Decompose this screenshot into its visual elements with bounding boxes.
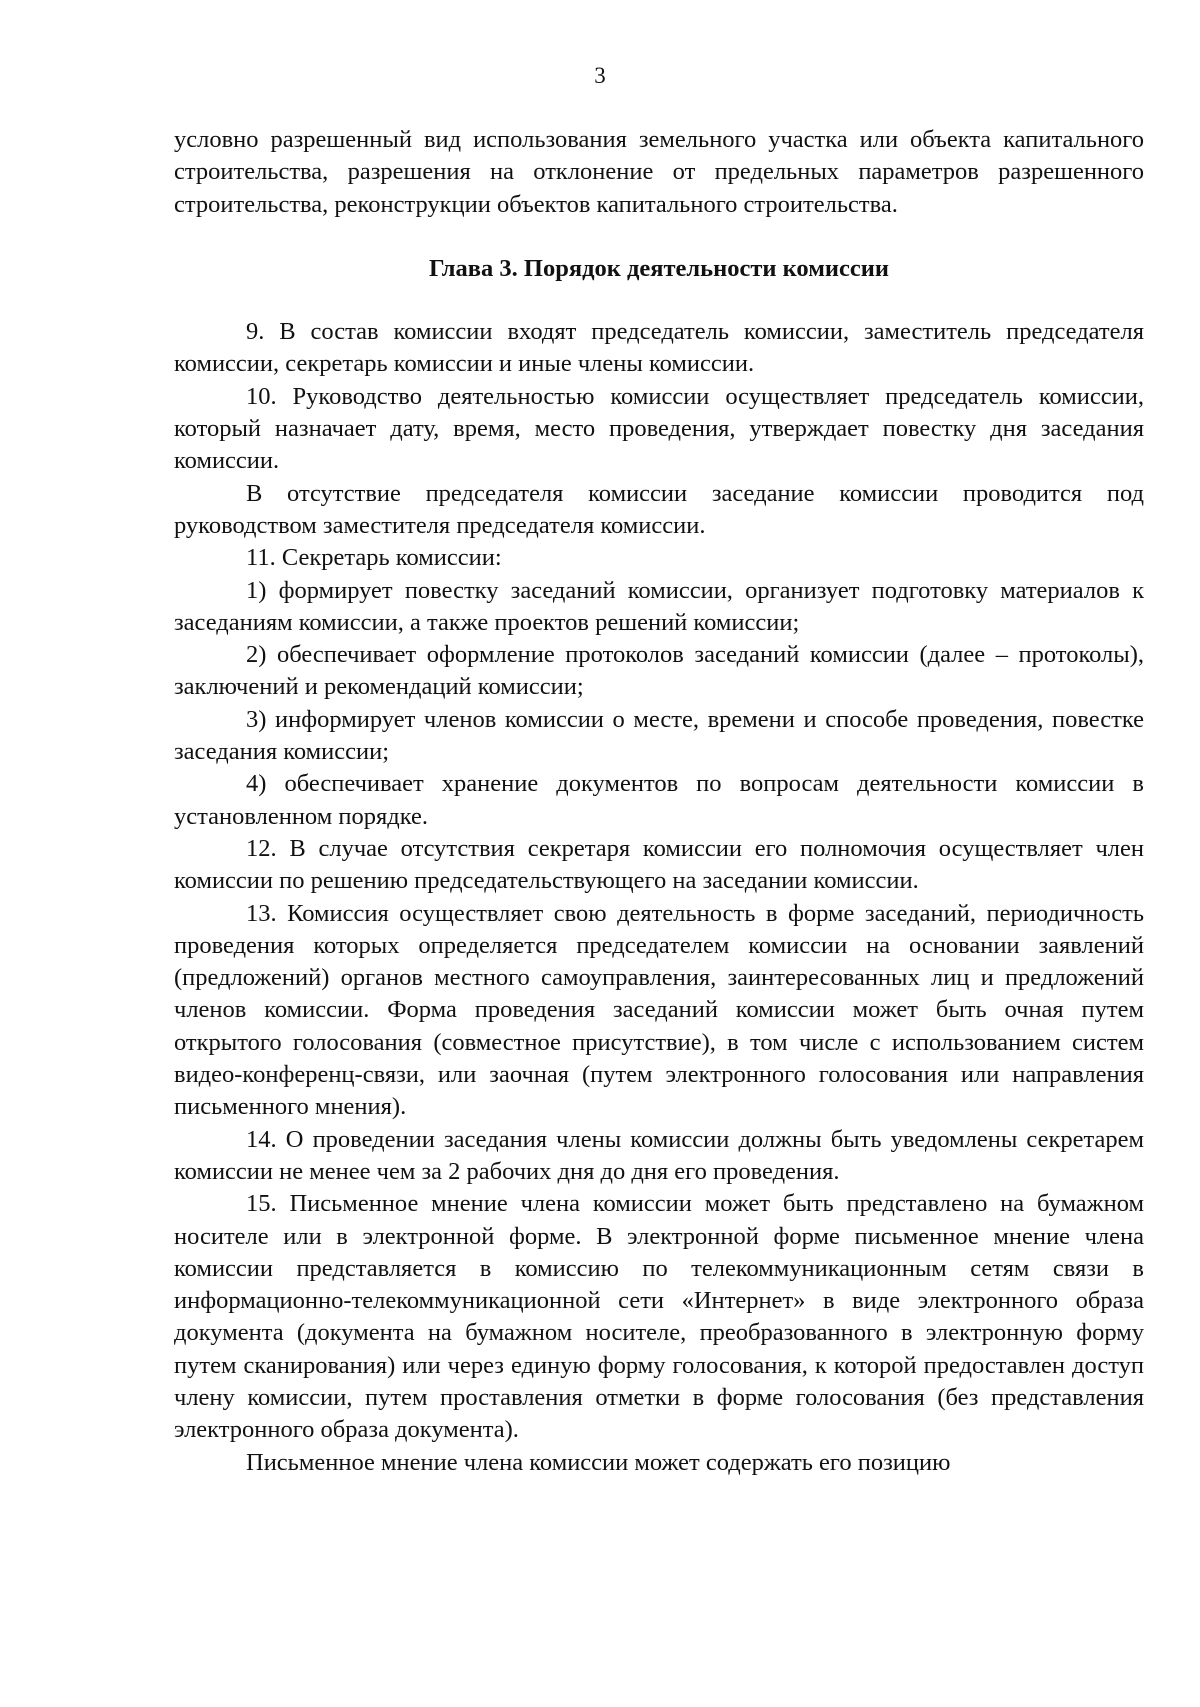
page-number: 3 [594, 63, 606, 88]
document-body [174, 124, 1144, 1479]
clause-11: 11. Секретарь комиссии: [246, 544, 502, 572]
clause-15-paragraph-2: Письменное мнение члена комиссии может содержать его позицию [246, 1448, 951, 1476]
chapter-heading: Глава 3. Порядок деятельности комиссии [428, 254, 889, 282]
clause-11-item-2: 2) обеспечивает оформление протоколов заседаний комиссии (далее – протоколы), заключений и рекомендаций комиссии; [174, 641, 1144, 701]
clause-12: 12. В случае отсутствия секретаря комиссии его полномочия осуществляет член комиссии по решению председательствующего на заседании комиссии. [174, 834, 1144, 895]
clause-11-item-3: 3) информирует членов комиссии о месте, времени и способе проведения, повестке заседания комиссии; [174, 705, 1144, 766]
clause-11-item-1: 1) формирует повестку заседаний комиссии, организует подготовку материалов к заседаниям комиссии, а также проектов решений комиссии; [174, 576, 1144, 636]
clause-15: 15. Письменное мнение члена комиссии может быть представлено на бумажном носителе или в электронной форме. В электронной форме письменное мнение члена комиссии представляется в комиссию по телекоммуникационным сетям связи в информационно-телекоммуникационной сети «Интернет» в виде электронного образа документа (документа на бумажном носителе, преобразованного в электронную форму путем сканирования) или через единую форму голосования, к которой предоставлен доступ члену комиссии, путем проставления отметки в форме голосования (без представления электронного образа документа). [174, 1190, 1144, 1444]
clause-10: 10. Руководство деятельностью комиссии осуществляет председатель комиссии, который назначает дату, время, место проведения, утверждает повестку дня заседания комиссии. [174, 382, 1144, 475]
clause-13: 13. Комиссия осуществляет свою деятельность в форме заседаний, периодичность проведения которых определяется председателем комиссии на основании заявлений (предложений) органов местного самоуправления, заинтересованных лиц и предложений членов комиссии. Форма проведения заседаний комиссии может быть очная путем открытого голосования (совместное присутствие), в том числе с использованием систем видео-конференц-связи, или заочная (путем электронного голосования или направления письменного мнения). [174, 899, 1144, 1121]
clause-11-item-4: 4) обеспечивает хранение документов по вопросам деятельности комиссии в установленном порядке. [174, 770, 1144, 830]
clause-14: 14. О проведении заседания члены комиссии должны быть уведомлены секретарем комиссии не менее чем за 2 рабочих дня до дня его проведения. [174, 1125, 1144, 1185]
clause-9: 9. В состав комиссии входят председатель комиссии, заместитель председателя комиссии, секретарь комиссии и иные члены комиссии. [174, 318, 1144, 378]
clause-10-paragraph-2: В отсутствие председателя комиссии заседание комиссии проводится под руководством заместителя председателя комиссии. [174, 479, 1144, 539]
paragraph-continuation: условно разрешенный вид использования земельного участка или объекта капитального строительства, разрешения на отклонение от предельных параметров разрешенного строительства, реконструкции объектов капитального строительства. [174, 126, 1144, 218]
